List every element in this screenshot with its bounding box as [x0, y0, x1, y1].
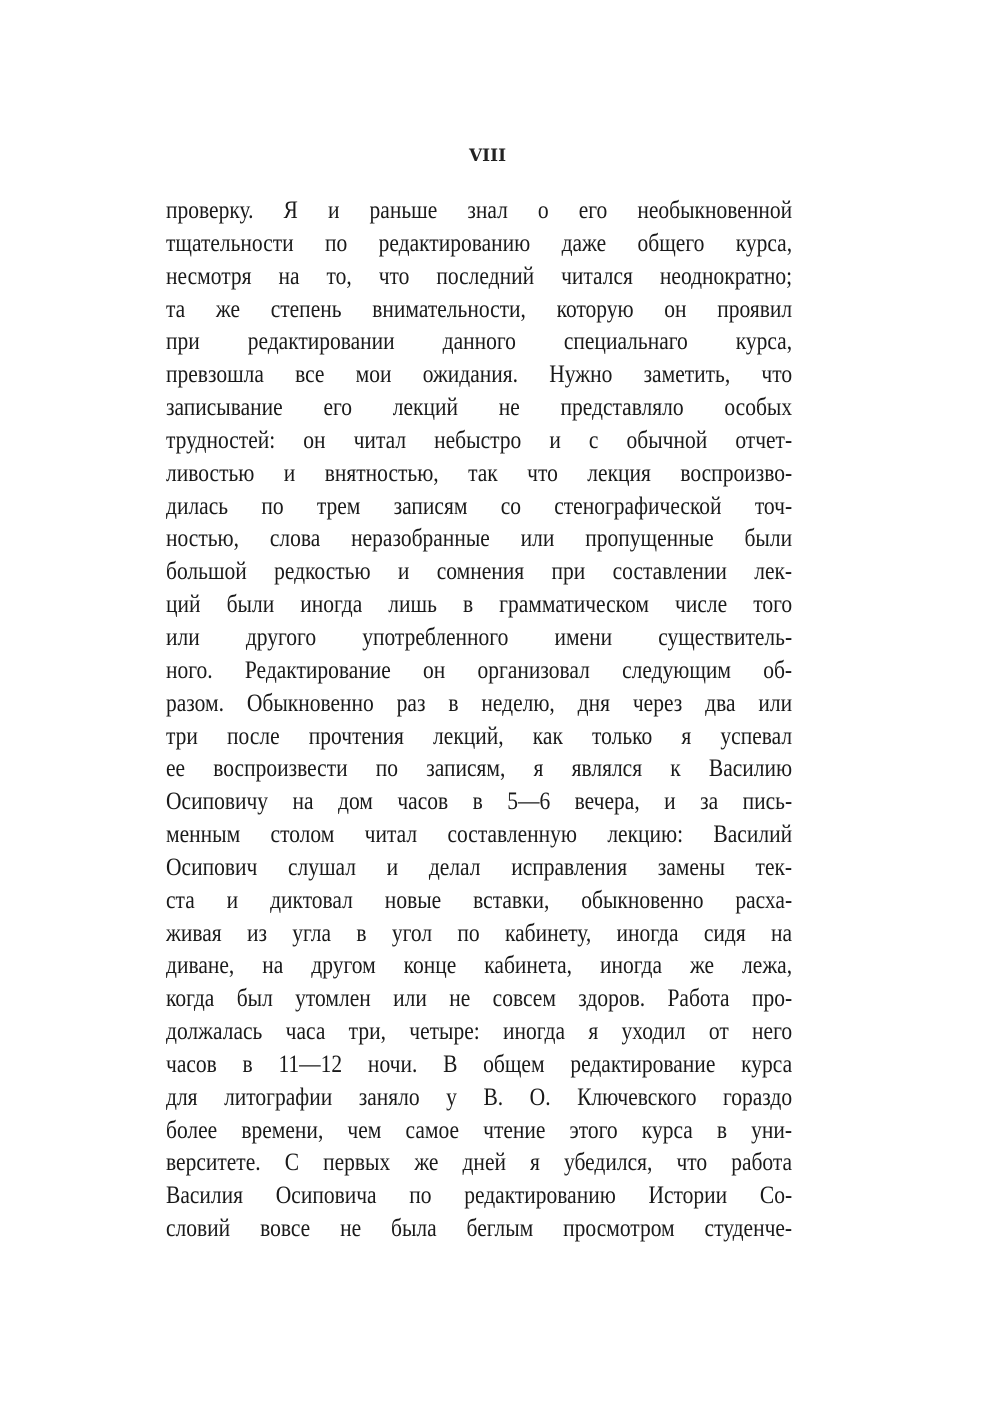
text-line: Осипович слушал и делал исправления замены тек-	[166, 853, 793, 881]
text-line: живая из угла в угол по кабинету, иногда сидя на	[166, 919, 793, 947]
text-line: Осиповичу на дом часов в 5—6 вечера, и за пись-	[166, 788, 793, 816]
text-line: часов в 11—12 ночи. В общем редактирование курса	[166, 1050, 793, 1078]
text-line: три после прочтения лекций, как только я успевал	[166, 722, 793, 750]
text-line: должалась часа три, четыре: иногда я уходил от него	[166, 1018, 793, 1046]
text-line: ее воспроизвести по записям, я являлся к Василию	[166, 755, 793, 783]
text-line: тщательности по редактированию даже общего курса,	[166, 229, 793, 257]
text-line: ста и диктовал новые вставки, обыкновенно расха-	[166, 886, 793, 914]
text-line: записывание его лекций не представляло особых	[166, 394, 793, 422]
text-line: превзошла все мои ожидания. Нужно заметить, что	[166, 361, 793, 389]
text-line: трудностей: он читал небыстро и с обычной отчет-	[166, 426, 793, 454]
page-number: VIII	[468, 146, 507, 166]
text-line: менным столом читал составленную лекцию: Василий	[166, 821, 793, 849]
text-line: разом. Обыкновенно раз в неделю, дня через два или	[166, 689, 793, 717]
body-text	[166, 195, 792, 1246]
text-line: более времени, чем самое чтение этого курса в уни-	[166, 1116, 793, 1144]
text-line: ностью, слова неразобранные или пропущенные были	[166, 525, 793, 553]
text-line: ций были иногда лишь в грамматическом числе того	[166, 591, 793, 619]
text-line: ного. Редактирование он организовал следующим об-	[166, 656, 793, 684]
text-line: для литографии заняло у В. О. Ключевского гораздо	[166, 1083, 793, 1111]
text-line: дилась по трем записям со стенографической точ-	[166, 492, 793, 520]
text-line: или другого употребленного имени существитель-	[166, 623, 793, 651]
text-line: при редактировании данного специальнаго курса,	[166, 328, 793, 356]
text-line: верситете. С первых же дней я убедился, что работа	[166, 1149, 793, 1177]
text-line: когда был утомлен или не совсем здоров. Работа про-	[166, 985, 793, 1013]
text-line: проверку. Я и раньше знал о его необыкновенной	[166, 197, 793, 224]
text-line: словий вовсе не была беглым просмотром студенче-	[166, 1215, 793, 1243]
text-line: та же степень внимательности, которую он проявил	[166, 295, 793, 323]
text-line: Василия Осиповича по редактированию Истории Со-	[166, 1182, 793, 1210]
text-line: ливостью и внятностью, так что лекция воспроизво-	[166, 459, 793, 487]
text-line: несмотря на то, что последний читался неоднократно;	[166, 262, 793, 290]
text-line: большой редкостью и сомнения при составлении лек-	[166, 558, 793, 586]
text-line: диване, на другом конце кабинета, иногда же лежа,	[166, 952, 793, 980]
